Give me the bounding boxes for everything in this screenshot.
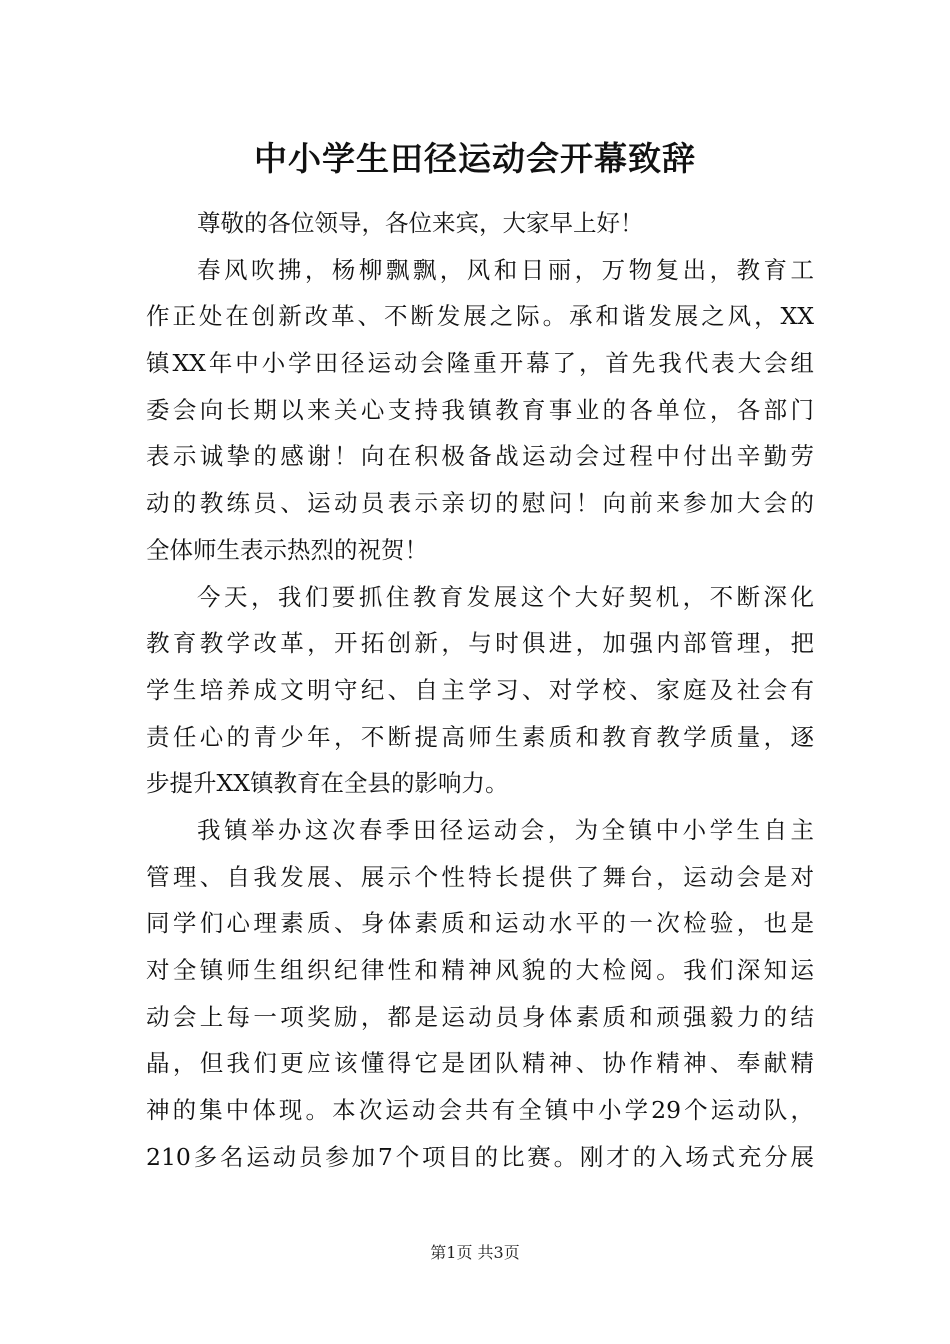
text-line: 全体师生表示热烈的祝贺！	[146, 535, 428, 564]
text-line: 责任心的青少年，不断提高师生素质和教育教学质量，逐	[146, 722, 814, 751]
text-line: 神的集中体现。本次运动会共有全镇中小学29个运动队，	[146, 1096, 814, 1125]
text-line: 管理、自我发展、展示个性特长提供了舞台，运动会是对	[146, 862, 814, 891]
text-line: 教育教学改革，开拓创新，与时俱进，加强内部管理，把	[146, 629, 814, 658]
text-line: 210多名运动员参加7个项目的比赛。刚才的入场式充分展	[146, 1142, 814, 1171]
text-line: 今天，我们要抓住教育发展这个大好契机，不断深化	[197, 582, 814, 611]
text-line: 春风吹拂，杨柳飘飘，风和日丽，万物复出，教育工	[197, 255, 814, 284]
document-body	[146, 200, 814, 1180]
text-line: 同学们心理素质、身体素质和运动水平的一次检验，也是	[146, 909, 814, 938]
text-line: 对全镇师生组织纪律性和精神风貌的大检阅。我们深知运	[146, 956, 814, 984]
text-line: 镇XX年中小学田径运动会隆重开幕了，首先我代表大会组	[146, 349, 814, 378]
text-line: 尊敬的各位领导，各位来宾，大家早上好！	[197, 209, 644, 237]
text-line: 我镇举办这次春季田径运动会，为全镇中小学生自主	[197, 815, 814, 844]
document-title: 中小学生田径运动会开幕致辞	[254, 139, 696, 178]
page-number-footer: 第1页 共3页	[430, 1243, 520, 1262]
text-line: 动的教练员、运动员表示亲切的慰问！向前来参加大会的	[146, 489, 814, 518]
text-line: 动会上每一项奖励，都是运动员身体素质和顽强毅力的结	[146, 1002, 814, 1031]
text-line: 委会向长期以来关心支持我镇教育事业的各单位，各部门	[146, 395, 814, 424]
text-line: 晶，但我们更应该懂得它是团队精神、协作精神、奉献精	[146, 1049, 814, 1078]
text-line: 作正处在创新改革、不断发展之际。承和谐发展之风，XX	[146, 302, 814, 331]
text-line: 表示诚挚的感谢！向在积极备战运动会过程中付出辛勤劳	[146, 442, 814, 471]
text-line: 学生培养成文明守纪、自主学习、对学校、家庭及社会有	[146, 675, 814, 704]
text-line: 步提升XX镇教育在全县的影响力。	[146, 769, 509, 798]
